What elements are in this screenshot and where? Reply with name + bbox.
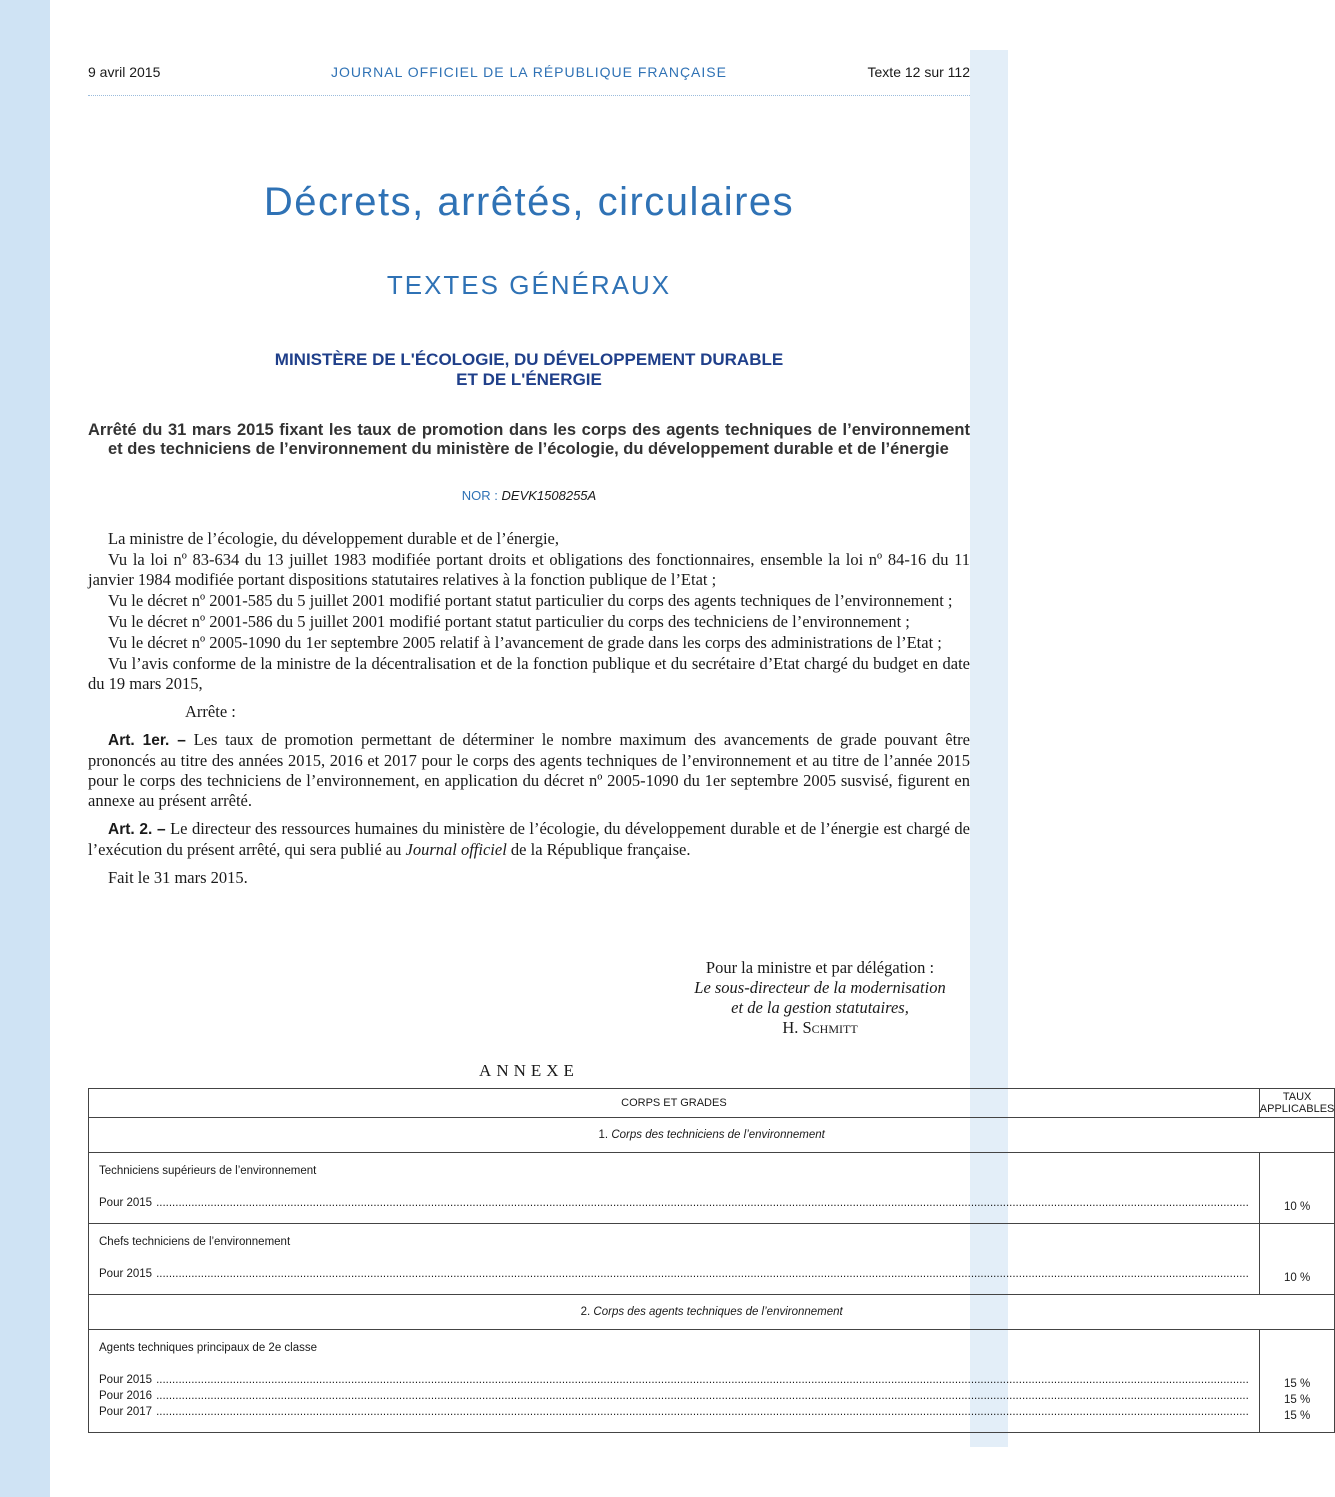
journal-officiel-italic: Journal officiel xyxy=(405,840,507,859)
grade-2-cell xyxy=(89,1224,1260,1295)
signature-line-3: et de la gestion statutaires, xyxy=(731,998,909,1017)
grade-2-rate: 10 % xyxy=(1283,1272,1311,1284)
article-2-text-b: de la République française. xyxy=(510,840,691,859)
dot-leader xyxy=(156,1390,1249,1406)
arrete-word: Arrête : xyxy=(185,702,236,721)
table-row xyxy=(89,1224,1335,1295)
grade-3-year-line-2 xyxy=(99,1390,1249,1406)
grade-1-year: Pour 2015 xyxy=(99,1197,153,1209)
vu-paragraph-1: Vu la loi nº 83-634 du 13 juillet 1983 modifiée portant droits et obligations des fonctionnaires, ensemble la loi nº 84-16 du 11 janvier 1984 modifiée portant dispositions statutaires relatives à la fonction publique de l’Etat ; xyxy=(88,550,970,589)
section-2-label: Corps des agents techniques de l’environnement xyxy=(593,1306,843,1318)
article-2-label: Art. 2. – xyxy=(108,821,166,838)
grade-2-name: Chefs techniciens de l’environnement xyxy=(99,1236,291,1248)
article-1-text: Les taux de promotion permettant de déterminer le nombre maximum des avancements de grade pouvant être prononcés au titre des années 2015, 2016 et 2017 pour le corps des agents techniques de l’environnement et au titre de l’année 2015 pour le corps des techniciens de l’environnement, en application du décret nº 2005-1090 du 1er septembre 2005 susvisé, figurent en annexe au présent arrêté. xyxy=(88,730,970,810)
grade-3-rate-2: 15 % xyxy=(1283,1394,1311,1406)
grade-2-year: Pour 2015 xyxy=(99,1268,153,1280)
grade-1-rate-cell xyxy=(1259,1153,1335,1224)
header-divider xyxy=(88,95,970,96)
nor-value: DEVK1508255A xyxy=(501,488,597,503)
main-title: Décrets, arrêtés, circulaires xyxy=(263,180,795,224)
col-header-corps: CORPS ET GRADES xyxy=(89,1089,1260,1118)
ministry-line-1: MINISTÈRE DE L'ÉCOLOGIE, DU DÉVELOPPEMENT DURABLE xyxy=(274,350,784,369)
annexe-title: ANNEXE xyxy=(479,1061,579,1080)
grade-3-year-3: Pour 2017 xyxy=(99,1406,153,1418)
grade-1-rate: 10 % xyxy=(1283,1201,1311,1213)
signature-line-1: Pour la ministre et par délégation : xyxy=(705,958,935,977)
grade-3-rate-cell xyxy=(1259,1330,1335,1433)
signature-line-2: Le sous-directeur de la modernisation xyxy=(694,978,946,997)
table-header-row xyxy=(89,1089,1335,1118)
grade-3-rate-1: 15 % xyxy=(1283,1378,1311,1390)
article-2-text-a: Le directeur des ressources humaines du ministère de l’écologie, du développement durable et de l’énergie est chargé de l’exécution du présent arrêté, qui sera publié au xyxy=(88,819,970,859)
article-1 xyxy=(88,730,970,811)
table-row xyxy=(89,1153,1335,1224)
spacer xyxy=(1260,1165,1335,1201)
fait-le: Fait le 31 mars 2015. xyxy=(108,868,248,887)
section-1-cell xyxy=(89,1118,1335,1153)
grade-3-year-1: Pour 2015 xyxy=(99,1374,153,1386)
page-header xyxy=(88,64,970,84)
grade-2-year-line xyxy=(99,1268,1249,1284)
section-2-cell xyxy=(89,1295,1335,1330)
vu-paragraph-5: Vu l’avis conforme de la ministre de la décentralisation et de la fonction publique et du secrétaire d’Etat chargé du budget en date du 19 mars 2015, xyxy=(88,654,970,693)
vu-paragraph-2: Vu le décret nº 2001-585 du 5 juillet 2001 modifié portant statut particulier du corps des agents techniques de l’environnement ; xyxy=(108,591,953,610)
grade-3-cell xyxy=(89,1330,1260,1433)
grade-3-name: Agents techniques principaux de 2e classe xyxy=(99,1342,318,1354)
article-1-label: Art. 1er. – xyxy=(108,732,186,749)
arrete-title: Arrêté du 31 mars 2015 fixant les taux de promotion dans les corps des agents techniques de l’environnement et des techniciens de l’environnement du ministère de l’écologie, du développement durable et de l’énergie xyxy=(88,421,970,458)
left-margin-band xyxy=(0,0,50,1497)
spacer xyxy=(1260,1236,1335,1272)
grade-3-year-line-3 xyxy=(99,1406,1249,1422)
grade-1-cell xyxy=(89,1153,1260,1224)
header-page-number: Texte 12 sur 112 xyxy=(867,64,970,80)
nor-reference xyxy=(88,488,970,503)
section-2-number: 2. xyxy=(580,1306,591,1318)
section-row-2 xyxy=(89,1295,1335,1330)
dot-leader xyxy=(156,1268,1249,1284)
spacer xyxy=(1260,1342,1335,1378)
annexe-table xyxy=(88,1088,1335,1433)
ministry-line-2: ET DE L'ÉNERGIE xyxy=(456,370,602,389)
grade-3-year-2: Pour 2016 xyxy=(99,1390,153,1402)
section-row-1 xyxy=(89,1118,1335,1153)
col-header-taux: TAUX APPLICABLES xyxy=(1259,1089,1335,1118)
grade-3-year-line-1 xyxy=(99,1374,1249,1390)
intro-paragraph: La ministre de l’écologie, du développement durable et de l’énergie, xyxy=(108,529,559,548)
dot-leader xyxy=(156,1374,1249,1390)
grade-3-rate-3: 15 % xyxy=(1283,1410,1311,1422)
header-date: 9 avril 2015 xyxy=(88,64,161,80)
document-body xyxy=(88,529,970,889)
grade-1-year-line xyxy=(99,1197,1249,1213)
grade-2-rate-cell xyxy=(1259,1224,1335,1295)
dot-leader xyxy=(156,1197,1249,1213)
section-1-label: Corps des techniciens de l’environnement xyxy=(611,1129,825,1141)
nor-label: NOR : xyxy=(461,488,498,503)
article-2 xyxy=(88,819,970,860)
vu-paragraph-4: Vu le décret nº 2005-1090 du 1er septembre 2005 relatif à l’avancement de grade dans les corps des administrations de l’Etat ; xyxy=(108,633,942,652)
grade-1-name: Techniciens supérieurs de l’environnement xyxy=(99,1165,317,1177)
table-row xyxy=(89,1330,1335,1433)
signature-block xyxy=(600,958,1040,1038)
section-title: TEXTES GÉNÉRAUX xyxy=(386,270,672,300)
journal-name: JOURNAL OFFICIEL DE LA RÉPUBLIQUE FRANÇAISE xyxy=(331,64,727,80)
vu-paragraph-3: Vu le décret nº 2001-586 du 5 juillet 2001 modifié portant statut particulier du corps des techniciens de l’environnement ; xyxy=(108,612,910,631)
signatory-name: H. Schmitt xyxy=(782,1018,858,1037)
dot-leader xyxy=(156,1406,1249,1422)
section-1-number: 1. xyxy=(598,1129,609,1141)
ministry-heading xyxy=(88,350,970,390)
